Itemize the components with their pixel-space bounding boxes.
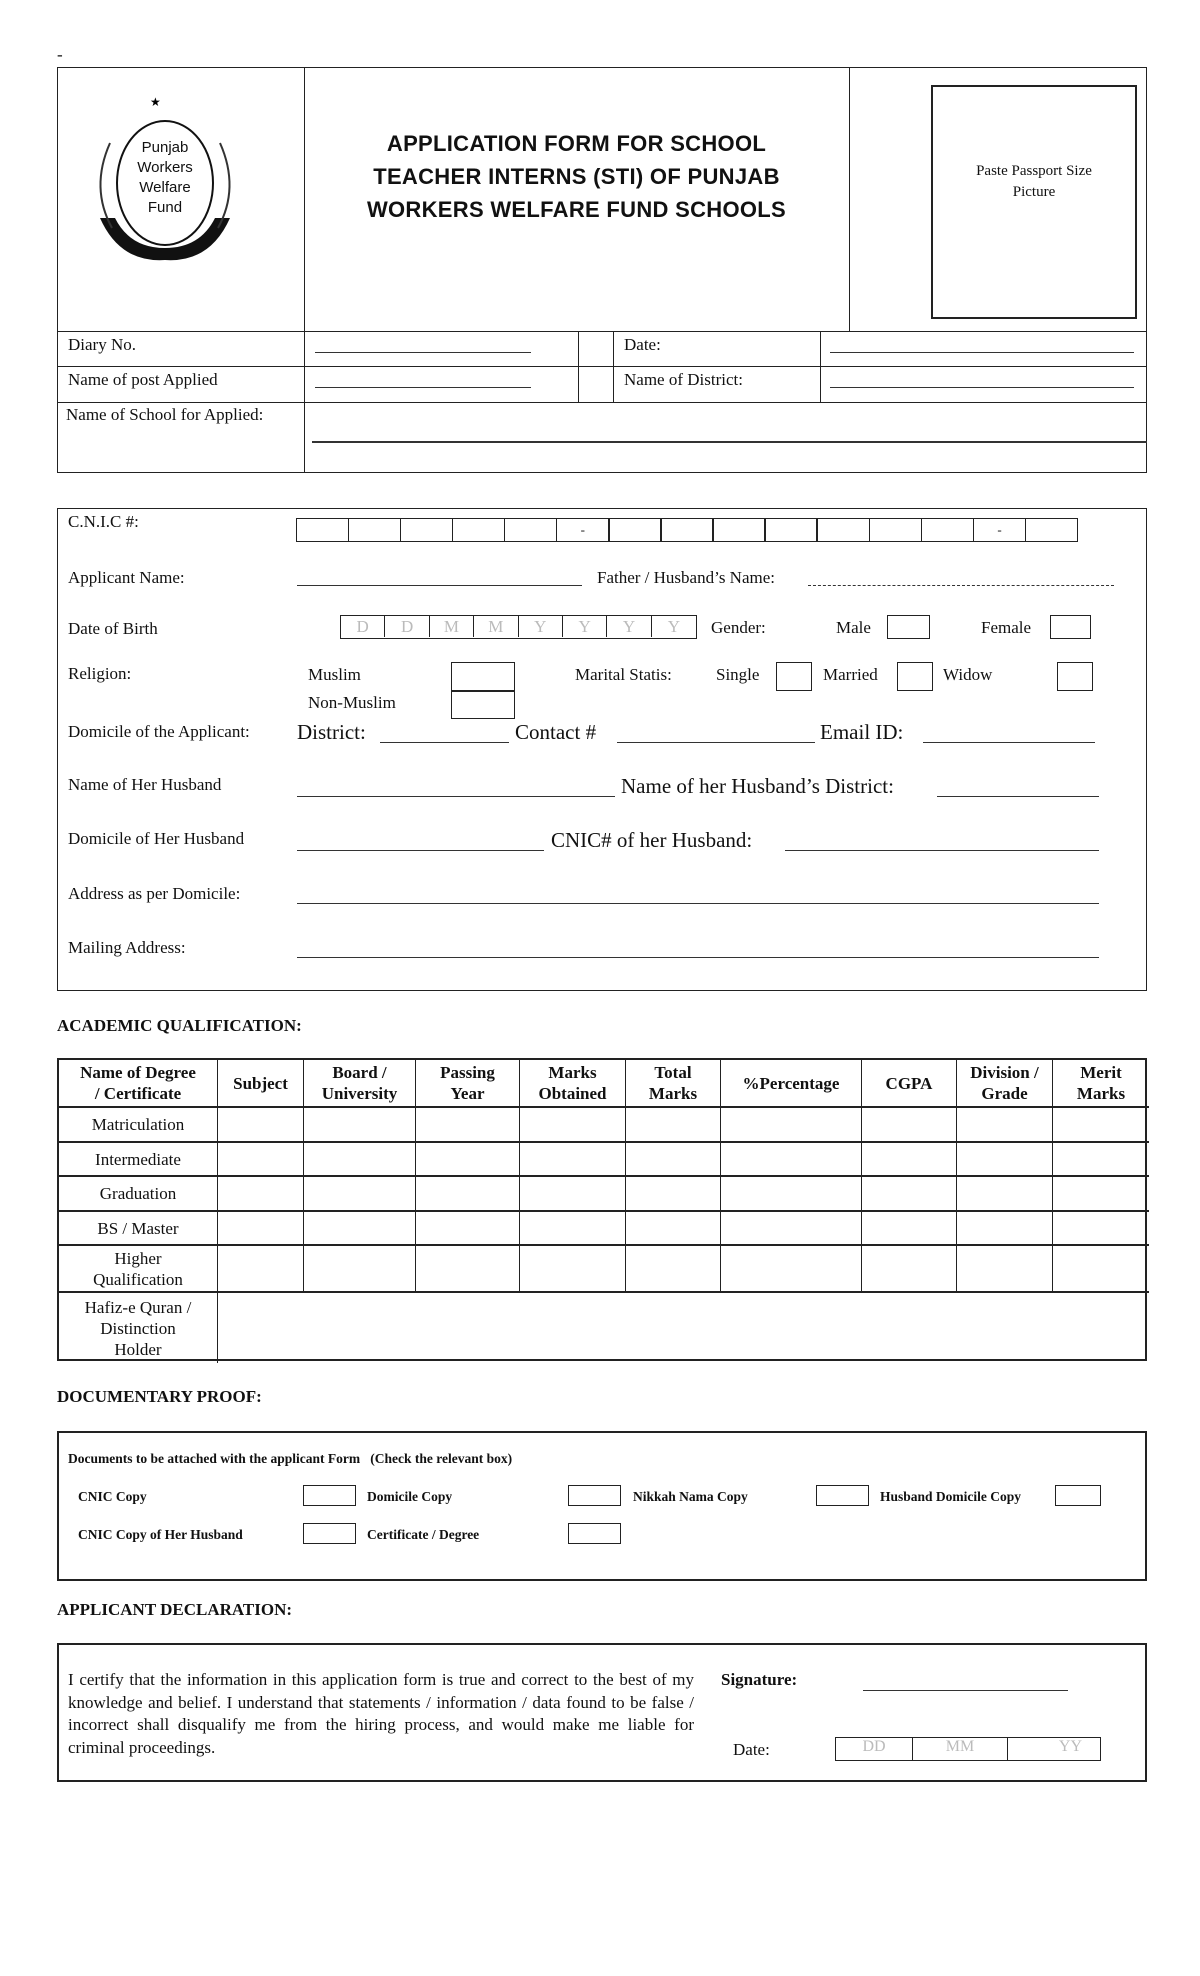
table-cell[interactable] (416, 1143, 520, 1177)
muslim-checkbox[interactable] (451, 662, 515, 691)
table-cell[interactable] (721, 1177, 862, 1212)
cnic-digit-box[interactable] (452, 518, 506, 542)
column-header-text: Year (450, 1084, 485, 1103)
column-header-text: Passing (440, 1063, 495, 1082)
column-header-text: Subject (233, 1073, 288, 1093)
column-header (957, 1060, 1053, 1108)
address-input[interactable] (297, 903, 1099, 904)
table-cell[interactable] (218, 1212, 304, 1246)
table-cell[interactable] (218, 1293, 1149, 1363)
cnic-digit-box[interactable]: - (973, 518, 1027, 542)
marital-label: Marital Statis: (575, 665, 672, 684)
column-header-text: Name of Degree (80, 1063, 196, 1082)
cnic-digit-box[interactable] (348, 518, 402, 542)
doc-domicile-checkbox[interactable] (568, 1485, 621, 1506)
column-header-text: Total (654, 1063, 692, 1082)
male-label: Male (836, 618, 871, 637)
cnic-digit-box[interactable] (504, 518, 558, 542)
declaration-text: I certify that the information in this application form is true and correct to the best of my knowledge and belief. I understand that statements / information / data found to be false / incorrect shall disqualify me from the hiring process, and would make me liable for criminal proceedings. (68, 1670, 694, 1757)
table-cell[interactable] (957, 1212, 1053, 1246)
logo-text: Punjab (141, 139, 189, 156)
row-label-text: Holder (114, 1339, 162, 1359)
table-cell[interactable] (416, 1177, 520, 1212)
column-header-text: %Percentage (742, 1073, 840, 1093)
applicant-name-input[interactable] (297, 585, 582, 586)
date-input[interactable] (830, 352, 1134, 353)
table-cell[interactable] (957, 1246, 1053, 1293)
column-header-text: Division / (970, 1063, 1039, 1082)
table-cell[interactable] (520, 1177, 626, 1212)
table-cell[interactable] (862, 1212, 957, 1246)
logo-text: Fund (147, 199, 183, 216)
table-cell[interactable] (416, 1108, 520, 1143)
table-cell[interactable] (218, 1143, 304, 1177)
date-label: Date: (624, 335, 661, 354)
father-name-label: Father / Husband’s Name: (597, 568, 775, 587)
husband-domicile-input[interactable] (297, 850, 544, 851)
logo-text: Workers (137, 159, 193, 176)
row-label-text: Matriculation (91, 1115, 185, 1134)
divider (613, 331, 614, 402)
table-row-label (59, 1246, 218, 1293)
logo (80, 88, 250, 263)
table-cell[interactable] (1053, 1108, 1149, 1143)
documents-note: (Check the relevant box) (370, 1451, 513, 1466)
row-label-text: Higher (114, 1248, 162, 1268)
cnic-digit-box[interactable]: - (556, 518, 610, 542)
academic-heading: ACADEMIC QUALIFICATION: (57, 1016, 302, 1035)
dob-digit-box[interactable]: Y (607, 616, 651, 637)
table-cell[interactable] (416, 1212, 520, 1246)
domicile-district-input[interactable] (380, 742, 509, 743)
photo-label: Picture (1012, 184, 1056, 200)
column-header-text: / Certificate (94, 1084, 182, 1103)
column-header (416, 1060, 520, 1108)
table-cell[interactable] (416, 1246, 520, 1293)
cnic-digit-box[interactable] (1025, 518, 1079, 542)
mailing-label: Mailing Address: (68, 938, 186, 957)
cnic-digit-box[interactable] (608, 518, 662, 542)
table-cell[interactable] (626, 1177, 721, 1212)
post-input[interactable] (315, 387, 531, 388)
school-input[interactable] (312, 441, 1147, 443)
table-cell[interactable] (218, 1177, 304, 1212)
table-cell[interactable] (304, 1177, 416, 1212)
table-row-label (59, 1293, 218, 1363)
table-cell[interactable] (218, 1108, 304, 1143)
cnic-digit-box[interactable] (869, 518, 923, 542)
title-line: APPLICATION FORM FOR SCHOOL (386, 131, 767, 156)
doc-nikkah-checkbox[interactable] (816, 1485, 869, 1506)
column-header-text: Obtained (538, 1084, 607, 1103)
cnic-digit-box[interactable] (660, 518, 714, 542)
doc-cnic-label: CNIC Copy (78, 1489, 147, 1504)
column-header-text: Merit (1080, 1063, 1122, 1082)
husband-district-label: Name of her Husband’s District: (621, 774, 894, 798)
table-cell[interactable] (304, 1246, 416, 1293)
divider (57, 366, 1147, 367)
female-label: Female (981, 618, 1032, 637)
dob-input[interactable] (340, 615, 697, 639)
table-row-label (59, 1143, 218, 1177)
table-cell[interactable] (957, 1108, 1053, 1143)
column-header-text: Marks (1076, 1084, 1126, 1103)
table-cell[interactable] (520, 1246, 626, 1293)
contact-input[interactable] (617, 742, 815, 743)
cnic-digit-box[interactable] (400, 518, 454, 542)
table-cell[interactable] (862, 1108, 957, 1143)
column-header-text: University (321, 1084, 398, 1103)
table-cell[interactable] (721, 1246, 862, 1293)
table-cell[interactable] (218, 1246, 304, 1293)
divider (57, 402, 1147, 403)
married-checkbox[interactable] (897, 662, 933, 691)
doc-certificate-label: Certificate / Degree (367, 1527, 480, 1542)
column-header (1053, 1060, 1149, 1108)
table-cell[interactable] (1053, 1143, 1149, 1177)
email-input[interactable] (923, 742, 1095, 743)
row-label-text: Hafiz-e Quran / (84, 1297, 192, 1317)
district-input[interactable] (830, 387, 1134, 388)
diary-label: Diary No. (68, 335, 136, 354)
table-cell[interactable] (957, 1177, 1053, 1212)
form-title (304, 127, 849, 226)
dob-digit-box[interactable]: M (474, 616, 518, 637)
male-checkbox[interactable] (887, 615, 930, 639)
top-mark: - (57, 45, 63, 64)
dob-digit-box[interactable]: Y (563, 616, 607, 637)
table-cell[interactable] (626, 1246, 721, 1293)
table-cell[interactable] (862, 1177, 957, 1212)
declaration-date-input[interactable] (835, 1737, 1101, 1761)
academic-table (57, 1058, 1147, 1361)
column-header (520, 1060, 626, 1108)
title-line: WORKERS WELFARE FUND SCHOOLS (366, 197, 787, 222)
table-cell[interactable] (1053, 1177, 1149, 1212)
cnic-input[interactable] (297, 518, 1078, 542)
row-label-text: Graduation (99, 1184, 177, 1203)
column-header (218, 1060, 304, 1108)
column-header-text: Grade (981, 1084, 1028, 1103)
cnic-digit-box[interactable] (296, 518, 350, 542)
school-label: Name of School for Applied: (66, 405, 264, 424)
table-cell[interactable] (304, 1143, 416, 1177)
row-label-text: Intermediate (95, 1149, 181, 1169)
doc-certificate-checkbox[interactable] (568, 1523, 621, 1544)
dob-digit-box[interactable]: D (341, 616, 385, 637)
dob-digit-box[interactable]: D (385, 616, 429, 637)
married-label: Married (823, 665, 878, 684)
table-cell[interactable] (862, 1143, 957, 1177)
applicant-name-label: Applicant Name: (68, 568, 185, 587)
husband-cnic-input[interactable] (785, 850, 1099, 851)
table-cell[interactable] (721, 1212, 862, 1246)
divider (849, 67, 850, 331)
table-row-label (59, 1177, 218, 1212)
logo-text: Welfare (139, 179, 191, 196)
column-header (59, 1060, 218, 1108)
doc-domicile-label: Domicile Copy (367, 1489, 453, 1504)
table-cell[interactable] (520, 1143, 626, 1177)
table-cell[interactable] (626, 1108, 721, 1143)
column-header-text: Marks (548, 1063, 597, 1082)
declaration-date-label: Date: (733, 1740, 770, 1759)
mailing-input[interactable] (297, 957, 1099, 958)
dob-label: Date of Birth (68, 619, 158, 638)
column-header-text: CGPA (885, 1073, 933, 1093)
photo-box[interactable] (931, 85, 1137, 319)
domicile-label: Domicile of the Applicant: (68, 722, 250, 741)
divider (578, 331, 579, 402)
husband-cnic-label: CNIC# of her Husband: (551, 828, 753, 852)
signature-label: Signature: (721, 1670, 798, 1689)
svg-text:★: ★ (150, 95, 161, 109)
photo-label: Paste Passport Size (976, 163, 1092, 179)
table-cell[interactable] (957, 1143, 1053, 1177)
divider (820, 331, 821, 402)
district-label: District: (297, 720, 366, 744)
contact-label: Contact # (515, 720, 597, 744)
husband-district-input[interactable] (937, 796, 1099, 797)
row-label-text: BS / Master (97, 1218, 179, 1238)
column-header (721, 1060, 862, 1108)
table-cell[interactable] (721, 1108, 862, 1143)
cnic-digit-box[interactable] (921, 518, 975, 542)
row-label-text: Distinction (100, 1318, 176, 1338)
district-label: Name of District: (624, 370, 743, 389)
single-checkbox[interactable] (776, 662, 812, 691)
column-header (304, 1060, 416, 1108)
table-cell[interactable] (304, 1108, 416, 1143)
date-dd: DD (836, 1738, 913, 1760)
cnic-digit-box[interactable] (712, 518, 766, 542)
non-muslim-checkbox[interactable] (451, 691, 515, 719)
declaration-heading: APPLICANT DECLARATION: (57, 1600, 293, 1619)
column-header (626, 1060, 721, 1108)
title-line: TEACHER INTERNS (STI) OF PUNJAB (373, 164, 780, 189)
address-label: Address as per Domicile: (68, 884, 241, 903)
table-cell[interactable] (304, 1212, 416, 1246)
dob-digit-box[interactable]: M (430, 616, 474, 637)
widow-checkbox[interactable] (1057, 662, 1093, 691)
doc-husband-domicile-checkbox[interactable] (1055, 1485, 1101, 1506)
husband-name-label: Name of Her Husband (68, 775, 222, 794)
husband-domicile-label: Domicile of Her Husband (68, 829, 245, 848)
table-row-label (59, 1108, 218, 1143)
husband-name-input[interactable] (297, 796, 615, 797)
doc-husband-cnic-label: CNIC Copy of Her Husband (78, 1527, 243, 1542)
table-cell[interactable] (626, 1212, 721, 1246)
column-header-text: Marks (648, 1084, 698, 1103)
column-header-text: Board / (332, 1063, 387, 1082)
doc-nikkah-label: Nikkah Nama Copy (633, 1489, 748, 1504)
doc-husband-cnic-checkbox[interactable] (303, 1523, 356, 1544)
father-name-input[interactable] (808, 585, 1114, 586)
table-cell[interactable] (520, 1212, 626, 1246)
single-label: Single (716, 665, 760, 684)
table-row-label (59, 1212, 218, 1246)
cnic-label: C.N.I.C #: (68, 512, 139, 531)
doc-husband-domicile-label: Husband Domicile Copy (880, 1489, 1022, 1504)
post-label: Name of post Applied (68, 370, 218, 389)
doc-cnic-checkbox[interactable] (303, 1485, 356, 1506)
table-cell[interactable] (520, 1108, 626, 1143)
signature-input[interactable] (863, 1690, 1068, 1691)
gender-label: Gender: (711, 618, 766, 637)
religion-label: Religion: (68, 664, 132, 683)
date-mm: MM (913, 1738, 1008, 1760)
table-cell[interactable] (721, 1143, 862, 1177)
non-muslim-label: Non-Muslim (308, 693, 396, 712)
email-label: Email ID: (820, 720, 904, 744)
divider (57, 331, 1147, 332)
dob-digit-box[interactable]: Y (519, 616, 563, 637)
table-cell[interactable] (1053, 1212, 1149, 1246)
documents-instruction: Documents to be attached with the applicant Form (Check the relevant box) (68, 1451, 513, 1466)
cnic-digit-box[interactable] (764, 518, 818, 542)
table-cell[interactable] (626, 1143, 721, 1177)
female-checkbox[interactable] (1050, 615, 1091, 639)
row-label-text: Qualification (93, 1269, 183, 1289)
documents-heading: DOCUMENTARY PROOF: (57, 1387, 262, 1406)
table-cell[interactable] (1053, 1246, 1149, 1293)
date-yy: YY (1058, 1738, 1082, 1755)
diary-input[interactable] (315, 352, 531, 353)
table-cell[interactable] (862, 1246, 957, 1293)
cnic-digit-box[interactable] (816, 518, 870, 542)
dob-digit-box[interactable]: Y (667, 617, 681, 636)
muslim-label: Muslim (308, 665, 361, 684)
column-header (862, 1060, 957, 1108)
widow-label: Widow (943, 665, 993, 684)
